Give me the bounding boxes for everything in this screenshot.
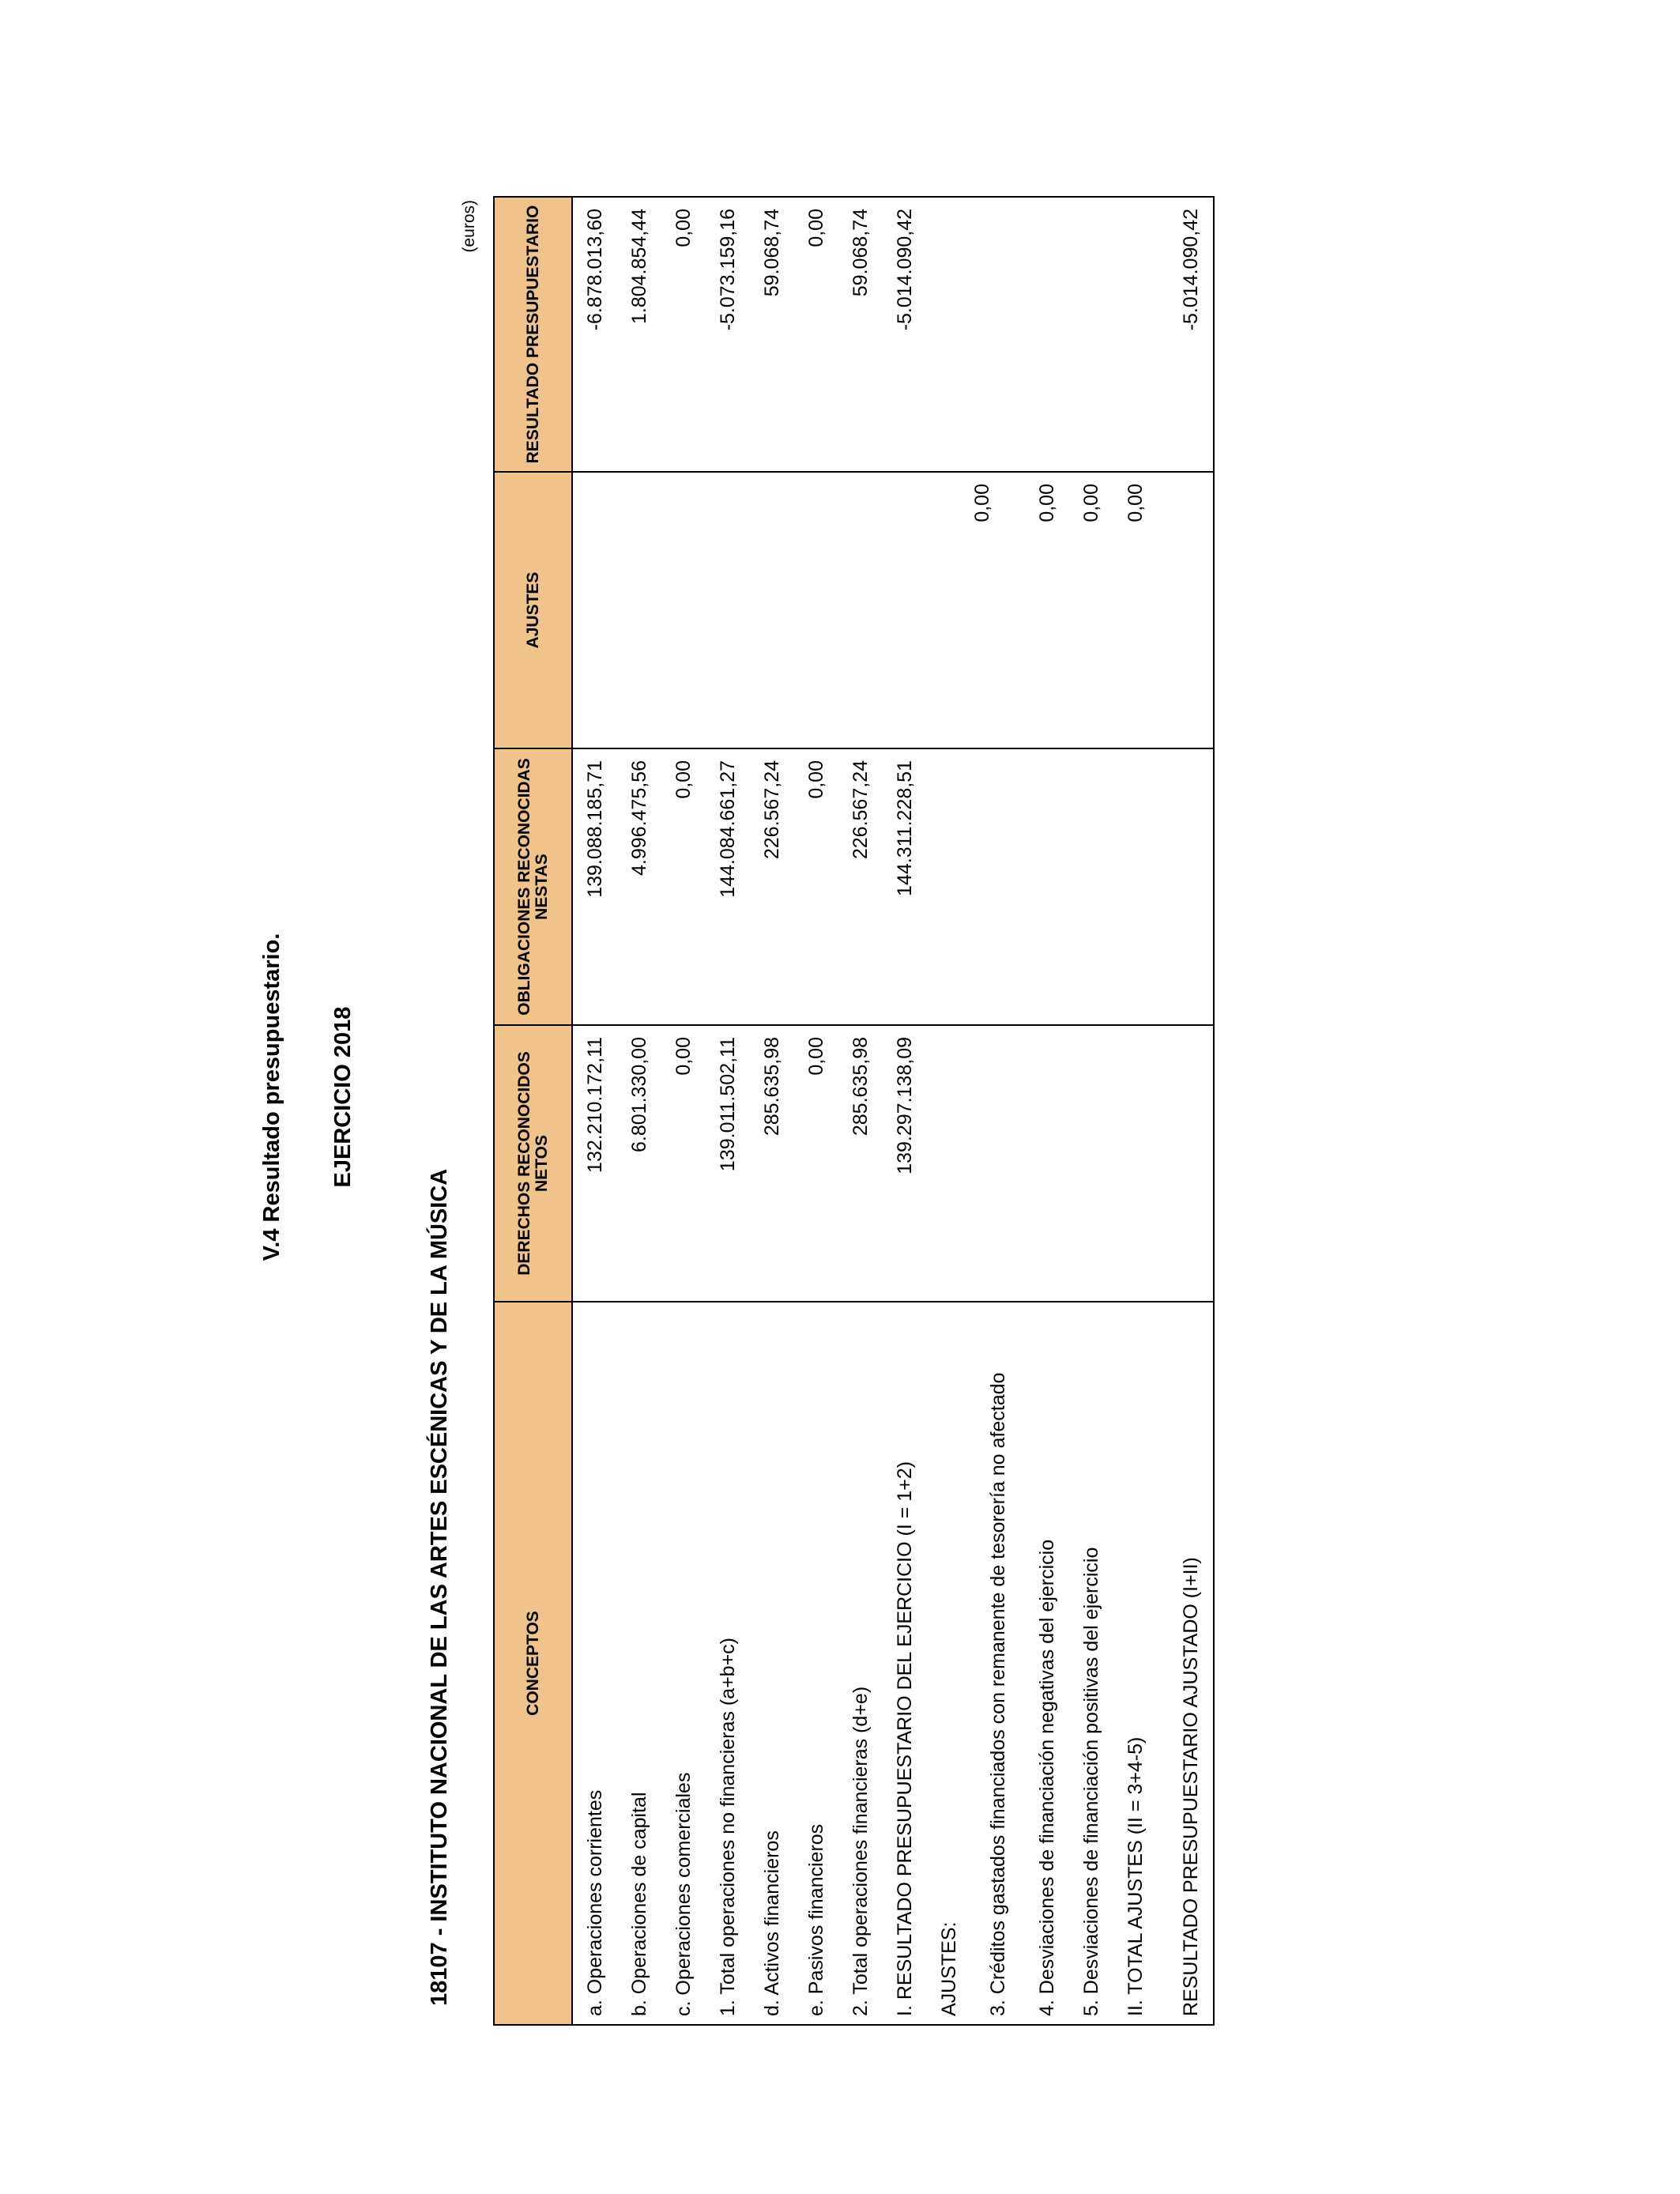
- currency-unit-label: (euros): [460, 200, 478, 253]
- cell-concepto: e. Pasivos financieros: [794, 1302, 838, 2025]
- cell-ajustes: [661, 472, 706, 748]
- table-row: [750, 197, 794, 2025]
- cell-concepto: 3. Créditos gastados financiados con remanente de tesorería no afectado: [971, 1302, 1025, 2025]
- cell-resultado: [1158, 197, 1181, 472]
- table-spacer-row: [1158, 197, 1181, 2025]
- table-row: [617, 197, 661, 2025]
- table-row: [1025, 197, 1069, 2025]
- cell-derechos: [1025, 1025, 1069, 1302]
- cell-obligaciones: 144.084.661,27: [706, 748, 750, 1025]
- cell-derechos: 0,00: [794, 1025, 838, 1302]
- cell-concepto: d. Activos financieros: [750, 1302, 794, 2025]
- cell-resultado: -5.014.090,42: [1181, 197, 1214, 472]
- cell-ajustes: [572, 472, 617, 748]
- cell-derechos: 0,00: [661, 1025, 706, 1302]
- cell-derechos: 132.210.172,11: [572, 1025, 617, 1302]
- cell-concepto: II. TOTAL AJUSTES (II = 3+4-5): [1113, 1302, 1158, 2025]
- header-resultado: RESULTADO PRESUPUESTARIO: [494, 197, 572, 472]
- cell-concepto: 2. Total operaciones financieras (d+e): [838, 1302, 883, 2025]
- cell-resultado: [1025, 197, 1069, 472]
- fiscal-year-title: EJERCICIO 2018: [330, 1006, 356, 1188]
- cell-derechos: [1113, 1025, 1158, 1302]
- cell-ajustes: 0,00: [1025, 472, 1069, 748]
- entity-heading: 18107 - INSTITUTO NACIONAL DE LAS ARTES ESCÉNICAS Y DE LA MÚSICA: [427, 1168, 452, 2006]
- header-ajustes: AJUSTES: [494, 472, 572, 748]
- cell-resultado: 0,00: [794, 197, 838, 472]
- cell-resultado: 59.068,74: [750, 197, 794, 472]
- cell-obligaciones: 4.996.475,56: [617, 748, 661, 1025]
- cell-resultado: 59.068,74: [838, 197, 883, 472]
- table-header-row: [494, 197, 572, 2025]
- cell-concepto: [1158, 1302, 1181, 2025]
- cell-obligaciones: 0,00: [661, 748, 706, 1025]
- cell-concepto: I. RESULTADO PRESUPUESTARIO DEL EJERCICIO (I = 1+2): [883, 1302, 927, 2025]
- header-derechos: DERECHOS RECONOCIDOS NETOS: [494, 1025, 572, 1302]
- cell-concepto: 4. Desviaciones de financiación negativas del ejercicio: [1025, 1302, 1069, 2025]
- table-row: [883, 197, 927, 2025]
- cell-resultado: [927, 197, 971, 472]
- cell-ajustes: [1158, 472, 1181, 748]
- cell-concepto: 1. Total operaciones no financieras (a+b+c): [706, 1302, 750, 2025]
- cell-concepto: a. Operaciones corrientes: [572, 1302, 617, 2025]
- cell-derechos: 139.011.502,11: [706, 1025, 750, 1302]
- cell-obligaciones: [971, 748, 1025, 1025]
- cell-concepto: c. Operaciones comerciales: [661, 1302, 706, 2025]
- table-row: [572, 197, 617, 2025]
- table-row: [794, 197, 838, 2025]
- cell-resultado: -5.014.090,42: [883, 197, 927, 472]
- table-row: [661, 197, 706, 2025]
- cell-ajustes: [927, 472, 971, 748]
- cell-ajustes: 0,00: [971, 472, 1025, 748]
- cell-obligaciones: [1158, 748, 1181, 1025]
- cell-ajustes: [750, 472, 794, 748]
- cell-obligaciones: 144.311.228,51: [883, 748, 927, 1025]
- cell-obligaciones: [1025, 748, 1069, 1025]
- cell-obligaciones: [927, 748, 971, 1025]
- cell-ajustes: [883, 472, 927, 748]
- cell-resultado: 1.804.854,44: [617, 197, 661, 472]
- budget-result-table: [493, 196, 1215, 2026]
- cell-resultado: -5.073.159,16: [706, 197, 750, 472]
- cell-obligaciones: 226.567,24: [750, 748, 794, 1025]
- cell-obligaciones: [1181, 748, 1214, 1025]
- table-row: [971, 197, 1025, 2025]
- cell-obligaciones: 139.088.185,71: [572, 748, 617, 1025]
- cell-derechos: [927, 1025, 971, 1302]
- cell-ajustes: 0,00: [1069, 472, 1113, 748]
- cell-obligaciones: 226.567,24: [838, 748, 883, 1025]
- cell-ajustes: [617, 472, 661, 748]
- header-obligaciones: OBLIGACIONES RECONOCIDAS NESTAS: [494, 748, 572, 1025]
- cell-derechos: 285.635,98: [750, 1025, 794, 1302]
- cell-derechos: [1181, 1025, 1214, 1302]
- cell-resultado: 0,00: [661, 197, 706, 472]
- document-title: V.4 Resultado presupuestario.: [259, 933, 284, 1261]
- table-row: [706, 197, 750, 2025]
- cell-derechos: 139.297.138,09: [883, 1025, 927, 1302]
- cell-ajustes: [1181, 472, 1214, 748]
- table-row: [1069, 197, 1113, 2025]
- cell-resultado: [1113, 197, 1158, 472]
- table-row: [1113, 197, 1158, 2025]
- cell-derechos: [1158, 1025, 1181, 1302]
- cell-obligaciones: 0,00: [794, 748, 838, 1025]
- cell-obligaciones: [1113, 748, 1158, 1025]
- cell-resultado: [1069, 197, 1113, 472]
- cell-derechos: 285.635,98: [838, 1025, 883, 1302]
- cell-resultado: -6.878.013,60: [572, 197, 617, 472]
- cell-ajustes: [706, 472, 750, 748]
- table-row-total: [1181, 197, 1214, 2025]
- cell-concepto: 5. Desviaciones de financiación positivas del ejercicio: [1069, 1302, 1113, 2025]
- cell-derechos: [971, 1025, 1025, 1302]
- cell-resultado: [971, 197, 1025, 472]
- cell-ajustes: [838, 472, 883, 748]
- header-conceptos: CONCEPTOS: [494, 1302, 572, 2025]
- cell-concepto: b. Operaciones de capital: [617, 1302, 661, 2025]
- table-row: [838, 197, 883, 2025]
- cell-ajustes: 0,00: [1113, 472, 1158, 748]
- cell-derechos: 6.801.330,00: [617, 1025, 661, 1302]
- cell-obligaciones: [1069, 748, 1113, 1025]
- cell-concepto: RESULTADO PRESUPUESTARIO AJUSTADO (I+II): [1181, 1302, 1214, 2025]
- cell-derechos: [1069, 1025, 1113, 1302]
- cell-ajustes: [794, 472, 838, 748]
- table-row: [927, 197, 971, 2025]
- cell-concepto: AJUSTES:: [927, 1302, 971, 2025]
